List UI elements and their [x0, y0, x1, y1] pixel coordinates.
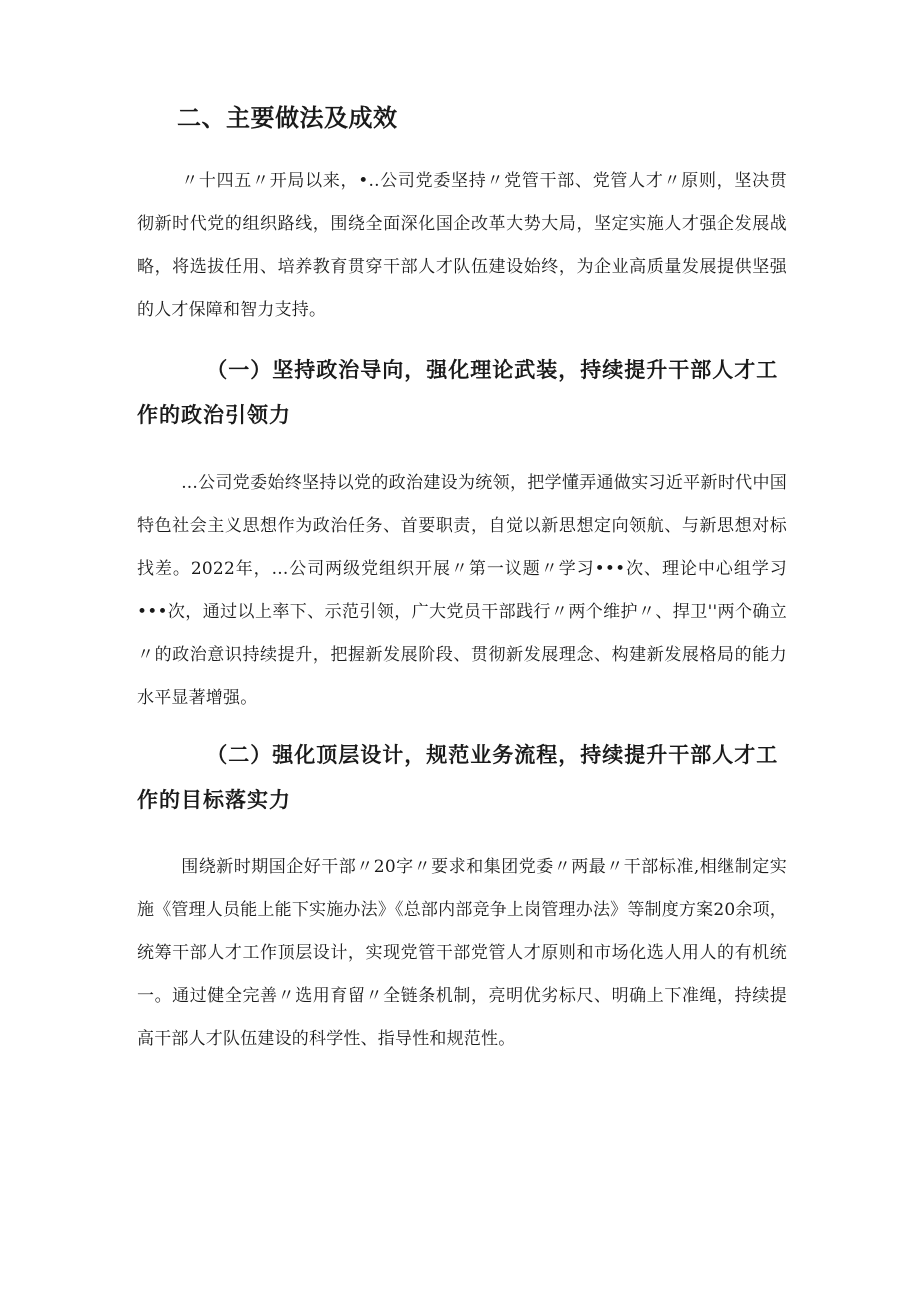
sub-heading-top-level-design: （二）强化顶层设计，规范业务流程，持续提升干部人才工作的目标落实力 [137, 742, 779, 812]
paragraph-intro: 〃十四五〃开局以来，•..公司党委坚持〃党管干部、党管人才〃原则，坚决贯彻新时代党的组织路线，围绕全面深化国企改革大势大局，坚定实施人才强企发展战略，将选拔任用、培养教育贯穿干部人才队伍建设始终，为企业高质量发展提供坚强的人才保障和智力支持。 [137, 171, 787, 320]
section-title: 二、主要做法及成效 [177, 104, 398, 132]
paragraph-political-guidance: ...公司党委始终坚持以党的政治建设为统领，把学懂弄通做实习近平新时代中国特色社会主义思想作为政治任务、首要职责，自觉以新思想定向领航、与新思想对标找差。2022年，...公司两级党组织开展〃第一议题〃学习•••次、理论中心组学习•••次，通过以上率下、示范引领，广大党员干部践行〃两个维护〃、捍卫''两个确立〃的政治意识持续提升，把握新发展阶段、贯彻新发展理念、构建新发展格局的能力水平显著增强。 [137, 473, 787, 708]
paragraph-top-level-design: 围绕新时期国企好干部〃20字〃要求和集团党委〃两最〃干部标准,相继制定实施《管理人员能上能下实施办法》《总部内部竞争上岗管理办法》等制度方案20余项，统筹干部人才工作顶层设计，实现党管干部党管人才原则和市场化选人用人的有机统一。通过健全完善〃选用育留〃全链条机制，亮明优劣标尺、明确上下准绳，持续提高干部人才队伍建设的科学性、指导性和规范性。 [137, 857, 787, 1049]
sub-heading-political-guidance: （一）坚持政治导向，强化理论武装，持续提升干部人才工作的政治引领力 [137, 357, 779, 427]
